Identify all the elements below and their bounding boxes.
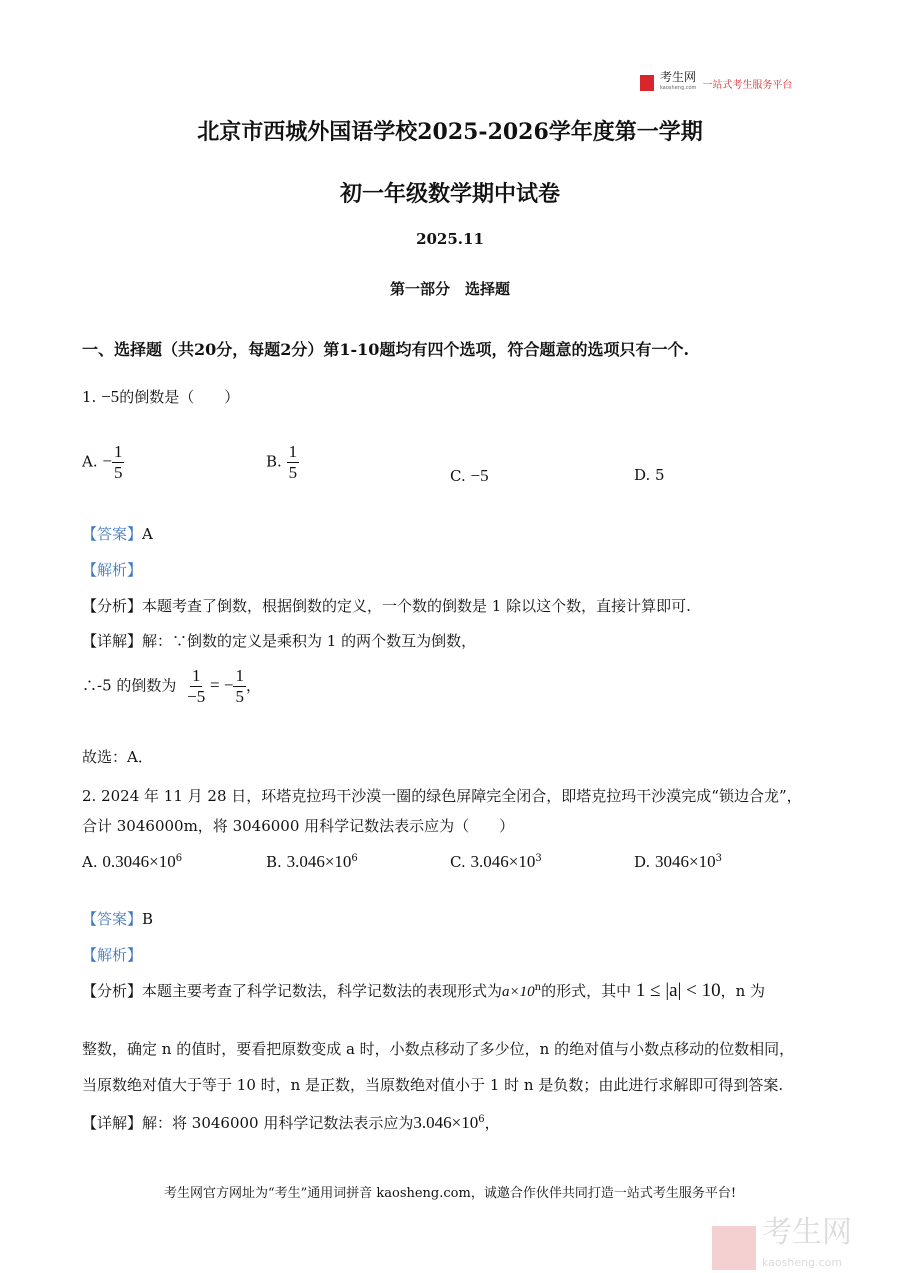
q2-answer: 【答案】B bbox=[82, 910, 154, 928]
q1-answer: 【答案】A bbox=[82, 525, 153, 543]
q1-option-d: D. 5 bbox=[634, 466, 665, 484]
kaosheng-watermark bbox=[712, 1215, 852, 1273]
kaosheng-logo[interactable] bbox=[640, 72, 792, 94]
logo-slogan: 一站式考生服务平台 bbox=[702, 79, 793, 91]
q1-jiexi: 【解析】 bbox=[82, 561, 143, 579]
q2-xiangjie: 【详解】解：将 3046000 用科学记数法表示应为$3.046\times 10^6$， bbox=[82, 1113, 500, 1132]
q2-jiexi: 【解析】 bbox=[82, 946, 143, 964]
q2-option-d: D. $3046\times 10^3$ bbox=[634, 852, 723, 871]
q2-option-a: A. $0.3046\times 10^6$ bbox=[82, 852, 183, 871]
title-school: 北京市西城外国语学校2025-2026学年度第一学期 bbox=[197, 119, 703, 145]
q2-fenxi-line3: 当原数绝对值大于等于 10 时，n 是正数，当原数绝对值小于 1 时 n 是负数；由此进行求解即可得到答案. bbox=[82, 1076, 784, 1094]
q1-conclusion: 故选：A． bbox=[82, 748, 153, 766]
footer-text: 考生网官方网址为“考生”通用词拼音 kaosheng.com，诚邀合作伙伴共同打造一站式考生服务平台! bbox=[163, 1186, 737, 1201]
q1-option-a: A. − $\frac{1}{5}$ bbox=[82, 442, 123, 482]
logo-mark-icon bbox=[640, 75, 654, 91]
q1-option-c: C. −5 bbox=[450, 466, 489, 485]
q1-option-b: B. $\frac{1}{5}$ bbox=[266, 442, 298, 482]
q1-equation: ∴-5 的倒数为 $\frac{1}{-5}$ = − $\frac{1}{5}$ ， bbox=[82, 666, 261, 706]
q1-xiangjie: 【详解】解：∵倒数的定义是乘积为 1 的两个数互为倒数， bbox=[82, 632, 477, 650]
question-2-line2: 合计 3046000m，将 3046000 用科学记数法表示应为（ ） bbox=[82, 817, 515, 835]
q2-option-b: B. $3.046\times 10^6$ bbox=[266, 852, 358, 871]
section-heading: 一、选择题（共20分，每题2分）第1-10题均有四个选项，符合题意的选项只有一个. bbox=[82, 340, 690, 359]
part-heading: 第一部分 选择题 bbox=[389, 280, 510, 298]
question-1: 1. −5的倒数是（ ） bbox=[82, 387, 240, 406]
q2-fenxi: 【分析】本题主要考查了科学记数法，科学记数法的表现形式为$a\times 10^n$的形式，其中 1 ≤ |a| < 10，n 为 bbox=[82, 980, 766, 1001]
logo-name: 考生网 kaosheng.com bbox=[660, 70, 697, 91]
watermark-name: 考生网 kaosheng.com bbox=[762, 1215, 852, 1269]
watermark-logo-icon bbox=[712, 1226, 756, 1270]
title-exam: 初一年级数学期中试卷 bbox=[339, 181, 560, 207]
exam-date: 2025.11 bbox=[416, 230, 484, 248]
q2-fenxi-line2: 整数，确定 n 的值时，要看把原数变成 a 时，小数点移动了多少位，n 的绝对值与小数点移动的位数相同， bbox=[82, 1040, 795, 1058]
q2-option-c: C. $3.046\times 10^3$ bbox=[450, 852, 542, 871]
q1-fenxi: 【分析】本题考查了倒数，根据倒数的定义，一个数的倒数是 1 除以这个数，直接计算即可. bbox=[82, 597, 691, 615]
question-2-line1: 2. 2024 年 11 月 28 日，环塔克拉玛干沙漠一圈的绿色屏障完全闭合，即塔克拉玛干沙漠完成“锁边合龙”， bbox=[82, 787, 802, 805]
